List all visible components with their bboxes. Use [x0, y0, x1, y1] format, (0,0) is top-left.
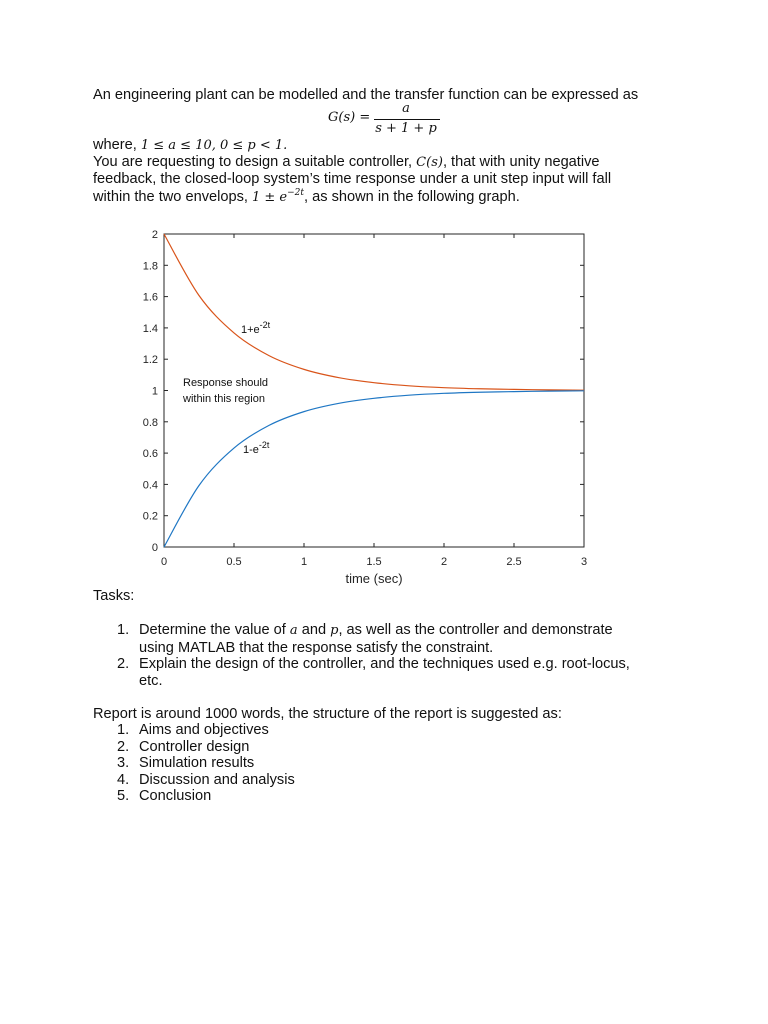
report-item-text: Simulation results	[139, 755, 255, 772]
intro-line-5a: within the two envelops,	[93, 188, 252, 205]
task-1-math-p: p	[330, 623, 339, 638]
intro-line-5b: , as shown in the following graph.	[304, 188, 520, 205]
transfer-function-numerator: a	[402, 101, 410, 116]
y-tick-label: 0.2	[142, 510, 158, 523]
report-item	[93, 722, 693, 739]
envelope-exponent: −2t	[287, 188, 305, 198]
report-item	[93, 755, 693, 772]
report-item-number: 1.	[117, 722, 130, 738]
report-item-text: Conclusion	[139, 788, 212, 805]
lower-envelope-exp: -2t	[258, 440, 270, 450]
intro-line-3b: , that with unity negative	[442, 154, 600, 170]
y-tick-label: 1.2	[142, 354, 158, 367]
task-2-line-2: etc.	[139, 672, 163, 689]
task-1-text-b: and	[297, 622, 331, 638]
task-1-math-a: a	[289, 623, 298, 638]
y-tick-label: 0	[151, 542, 158, 554]
task-1-line-2: using MATLAB that the response satisfy the constraint.	[139, 639, 494, 656]
intro-line-1: An engineering plant can be modelled and the transfer function can be expressed as	[93, 87, 639, 103]
task-number: 2.	[117, 656, 130, 673]
task-2-line-1: Explain the design of the controller, and the techniques used e.g. root-locus,	[139, 656, 630, 673]
transfer-function-denominator: s + 1 + p	[375, 121, 437, 136]
report-item	[93, 739, 693, 756]
report-item-number: 4.	[117, 771, 130, 788]
report-item-text: Discussion and analysis	[139, 771, 295, 788]
envelope-expression: 1 ± e	[252, 189, 288, 205]
y-tick-label: 2	[151, 229, 158, 241]
upper-envelope-base: 1+e	[241, 324, 260, 336]
report-item-number: 3.	[117, 755, 130, 772]
where-constraints: 1 ≤ a ≤ 10, 0 ≤ p < 1.	[140, 138, 288, 153]
tasks-list	[93, 622, 693, 689]
y-tick-label: 1	[151, 385, 158, 398]
x-tick-label: 3	[580, 556, 588, 568]
report-item-number: 5.	[117, 788, 130, 805]
tasks-heading: Tasks:	[93, 588, 135, 604]
where-prefix: where,	[93, 137, 141, 153]
controller-symbol: C(s)	[416, 155, 443, 170]
y-tick-label: 1.8	[142, 260, 158, 273]
report-item	[93, 788, 693, 805]
y-tick-label: 0.8	[142, 416, 158, 429]
x-axis-label: time (sec)	[345, 571, 403, 586]
x-tick-label: 2	[440, 556, 448, 568]
task-number: 1.	[117, 622, 130, 638]
x-tick-label: 0	[160, 556, 168, 568]
y-tick-label: 0.6	[142, 448, 158, 461]
intro-line-4: feedback, the closed-loop system’s time response under a unit step input will fall	[93, 171, 612, 187]
task-item	[93, 656, 693, 689]
y-tick-label: 1.6	[142, 291, 158, 304]
report-item-text: Aims and objectives	[139, 722, 269, 738]
task-item	[93, 622, 693, 656]
x-tick-label: 1.5	[366, 556, 382, 568]
report-item	[93, 772, 693, 789]
lower-envelope-base: 1-e	[243, 444, 259, 456]
region-annotation-line-1: Response should	[183, 377, 269, 389]
region-annotation-line-2: within this region	[183, 393, 265, 405]
task-1-text-c: , as well as the controller and demonstrate	[338, 622, 613, 638]
task-1-text-a: Determine the value of	[139, 622, 290, 638]
task-1-line-1	[139, 622, 693, 640]
y-tick-label: 1.4	[142, 322, 158, 335]
report-item-text: Controller design	[139, 738, 250, 755]
upper-envelope-exp: -2t	[259, 320, 271, 330]
x-tick-label: 2.5	[506, 556, 522, 568]
x-tick-label: 0.5	[226, 556, 242, 568]
intro-line-3a: You are requesting to design a suitable controller,	[93, 154, 417, 170]
report-item-number: 2.	[117, 738, 130, 755]
plot-area-frame	[164, 234, 584, 547]
transfer-function-lhs: G(s) =	[328, 110, 371, 125]
y-tick-label: 0.4	[142, 479, 158, 492]
report-intro: Report is around 1000 words, the structure of the report is suggested as:	[93, 706, 562, 722]
report-structure-list	[93, 722, 693, 805]
x-tick-label: 1	[300, 556, 308, 568]
